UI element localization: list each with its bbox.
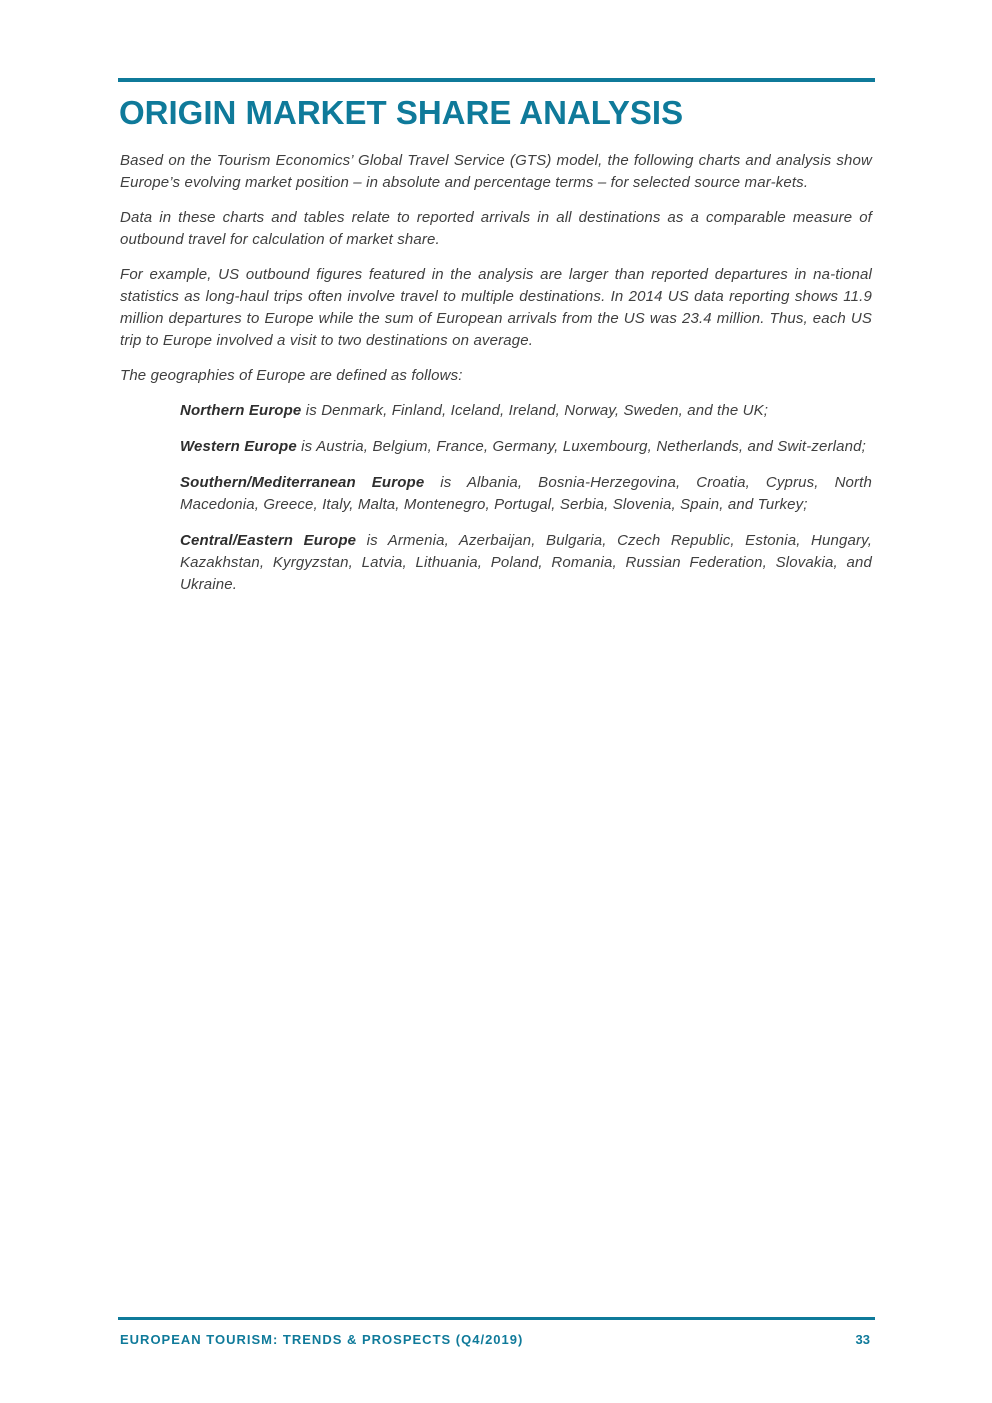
region-name-western-europe: Western Europe [180,438,297,455]
definition-northern-europe [180,400,872,422]
header-rule [118,78,875,82]
main-content [120,150,872,610]
definition-southern-europe [180,472,872,516]
region-name-central-eastern-europe: Central/Eastern Europe [180,532,357,549]
region-countries-northern-europe: is Denmark, Finland, Iceland, Ireland, Norway, Sweden, and the UK; [301,402,769,419]
data-note-paragraph: Data in these charts and tables relate to reported arrivals in all destinations as a comparable measure of outbound travel for calculation of market share. [120,209,872,248]
region-definitions [120,400,872,596]
footer-rule [118,1317,875,1320]
definition-western-europe [180,436,872,458]
page-title: ORIGIN MARKET SHARE ANALYSIS [119,94,684,131]
example-paragraph: For example, US outbound figures featured in the analysis are larger than reported departures in na-tional statistics as long-haul trips often involve travel to multiple destinations. In 2014 US data reporting shows 11.9 million departures to Europe while the sum of European arrivals from the US was 23.4 million. Thus, each US trip to Europe involved a visit to two destinations on average. [120,266,872,349]
definition-central-eastern-europe [180,530,872,596]
region-countries-western-europe: is Austria, Belgium, France, Germany, Luxembourg, Netherlands, and Swit-zerland; [296,438,866,455]
region-name-northern-europe: Northern Europe [180,402,302,419]
intro-paragraph: Based on the Tourism Economics’ Global Travel Service (GTS) model, the following charts and analysis show Europe’s evolving market position – in absolute and percentage terms – for selected source mar-kets. [120,152,872,191]
geographies-intro: The geographies of Europe are defined as follows: [120,367,463,384]
region-countries-central-eastern-europe: is Armenia, Azerbaijan, Bulgaria, Czech Republic, Estonia, Hungary, Kazakhstan, Kyrgyzstan, Latvia, Lithuania, Poland, Romania, Russian Federation, Slovakia, and Ukraine. [180,532,873,593]
footer-publication-title: EUROPEAN TOURISM: TRENDS & PROSPECTS (Q4/2019) [120,1332,524,1347]
region-name-southern-europe: Southern/Mediterranean Europe [180,474,425,491]
region-countries-southern-europe: is Albania, Bosnia-Herzegovina, Croatia, Cyprus, North Macedonia, Greece, Italy, Malta, Montenegro, Portugal, Serbia, Slovenia, Spain, and Turkey; [180,474,872,513]
page-number: 33 [855,1332,870,1347]
